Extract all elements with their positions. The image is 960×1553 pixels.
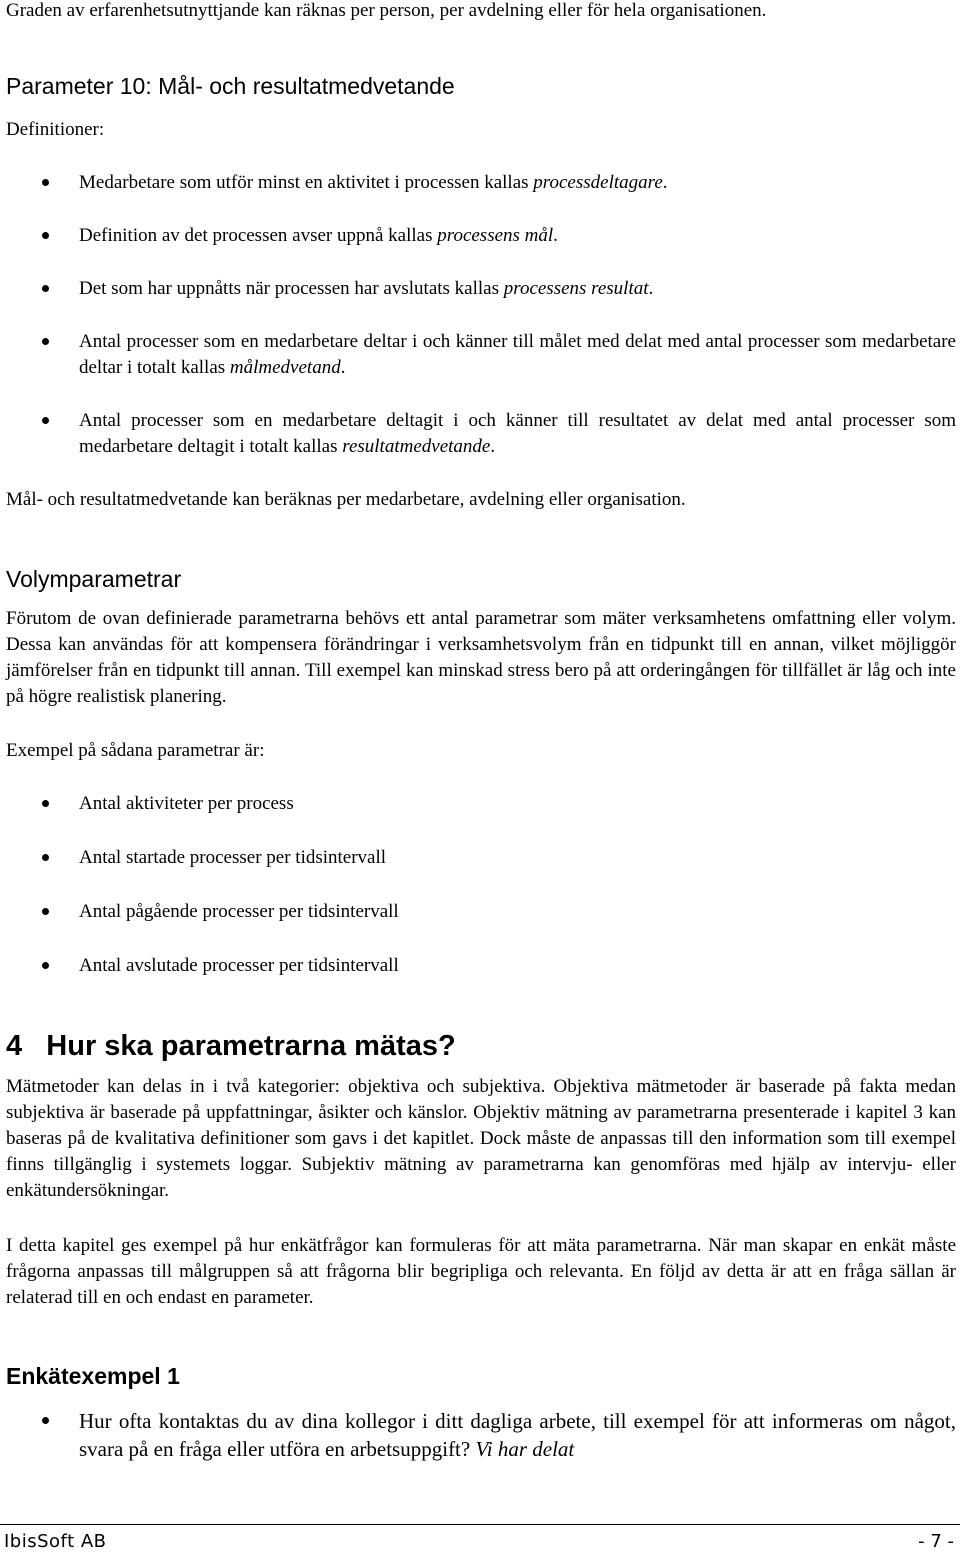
volymparametrar-heading: Volymparametrar	[6, 566, 182, 592]
bullet-icon	[42, 179, 49, 186]
volym-paragraph: Förutom de ovan definierade parametrarna behövs ett antal parametrar som mäter verksamhetens omfattning eller volym. Dessa kan användas för att kompensera förändringar i verksamhetsvolym från en tidpunkt till en annan, vilket möjliggör jämförelser från en tidpunkt till annan. Till exempel kan minskad stress bero på att orderingången för tillfället är låg och inte på högre realistisk planering.	[6, 608, 956, 707]
param10-summary: Mål- och resultatmedvetande kan beräknas per medarbetare, avdelning eller organisation.	[6, 489, 686, 510]
definitions-list	[6, 170, 956, 460]
bullet-icon	[42, 854, 49, 861]
bullet-icon	[42, 417, 49, 424]
definition-item: Antal processer som en medarbetare deltar i och känner till målet med delat med antal processer som medarbetare deltar i totalt kallas målmedvetand.	[6, 329, 956, 381]
footer-divider	[0, 1524, 960, 1525]
chapter-4-heading: 4 Hur ska parametrarna mätas?	[6, 1030, 456, 1062]
examples-list	[6, 791, 956, 979]
enkatexempel-1-heading: Enkätexempel 1	[6, 1363, 180, 1389]
example-item: Antal avslutade processer per tidsintervall	[6, 953, 956, 979]
footer-page-number: - 7 -	[918, 1531, 954, 1552]
bullet-icon	[42, 962, 49, 969]
examples-label: Exempel på sådana parametrar är:	[6, 740, 265, 761]
example-item: Antal aktiviteter per process	[6, 791, 956, 817]
definition-item: Medarbetare som utför minst en aktivitet i processen kallas processdeltagare.	[6, 170, 956, 196]
bullet-icon	[42, 908, 49, 915]
enkat-question-item: Hur ofta kontaktas du av dina kollegor i ditt dagliga arbete, till exempel för att informeras om något, svara på en fråga eller utföra en arbetsuppgift? Vi har delat	[6, 1407, 956, 1463]
bullet-icon	[42, 800, 49, 807]
chapter4-paragraph-1: Mätmetoder kan delas in i två kategorier: objektiva och subjektiva. Objektiva mätmetoder är baserade på fakta medan subjektiva är baserade på uppfattningar, åsikter och känslor. Objektiv mätning av parametrarna presenterade i kapitel 3 kan baseras på de kvalitativa definitioner som gavs i det kapitlet. Dock måste de anpassas till den information som till exempel finns tillgänglig i systemets loggar. Subjektiv mätning av parametrarna kan genomföras med hjälp av intervju- eller enkätundersökningar.	[6, 1076, 956, 1201]
definition-item: Det som har uppnåtts när processen har avslutats kallas processens resultat.	[6, 276, 956, 302]
footer-company: IbisSoft AB	[4, 1531, 107, 1552]
definition-item: Antal processer som en medarbetare deltagit i och känner till resultatet av delat med antal processer som medarbetare deltagit i totalt kallas resultatmedvetande.	[6, 408, 956, 460]
bullet-icon	[42, 232, 49, 239]
example-item: Antal pågående processer per tidsintervall	[6, 899, 956, 925]
example-item: Antal startade processer per tidsintervall	[6, 845, 956, 871]
definitions-label: Definitioner:	[6, 119, 105, 140]
chapter4-paragraph-2: I detta kapitel ges exempel på hur enkätfrågor kan formuleras för att mäta parametrarna. När man skapar en enkät måste frågorna anpassas till målgruppen så att frågorna blir begripliga och relevanta. En följd av detta är att en fråga sällan är relaterad till en och endast en parameter.	[6, 1235, 956, 1308]
intro-paragraph: Graden av erfarenhetsutnyttjande kan räknas per person, per avdelning eller för hela organisationen.	[6, 0, 767, 21]
parameter-10-heading: Parameter 10: Mål- och resultatmedvetande	[6, 73, 455, 99]
enkat-list	[6, 1407, 956, 1463]
definition-item: Definition av det processen avser uppnå kallas processens mål.	[6, 223, 956, 249]
bullet-icon	[42, 1417, 49, 1424]
bullet-icon	[42, 285, 49, 292]
bullet-icon	[42, 338, 49, 345]
